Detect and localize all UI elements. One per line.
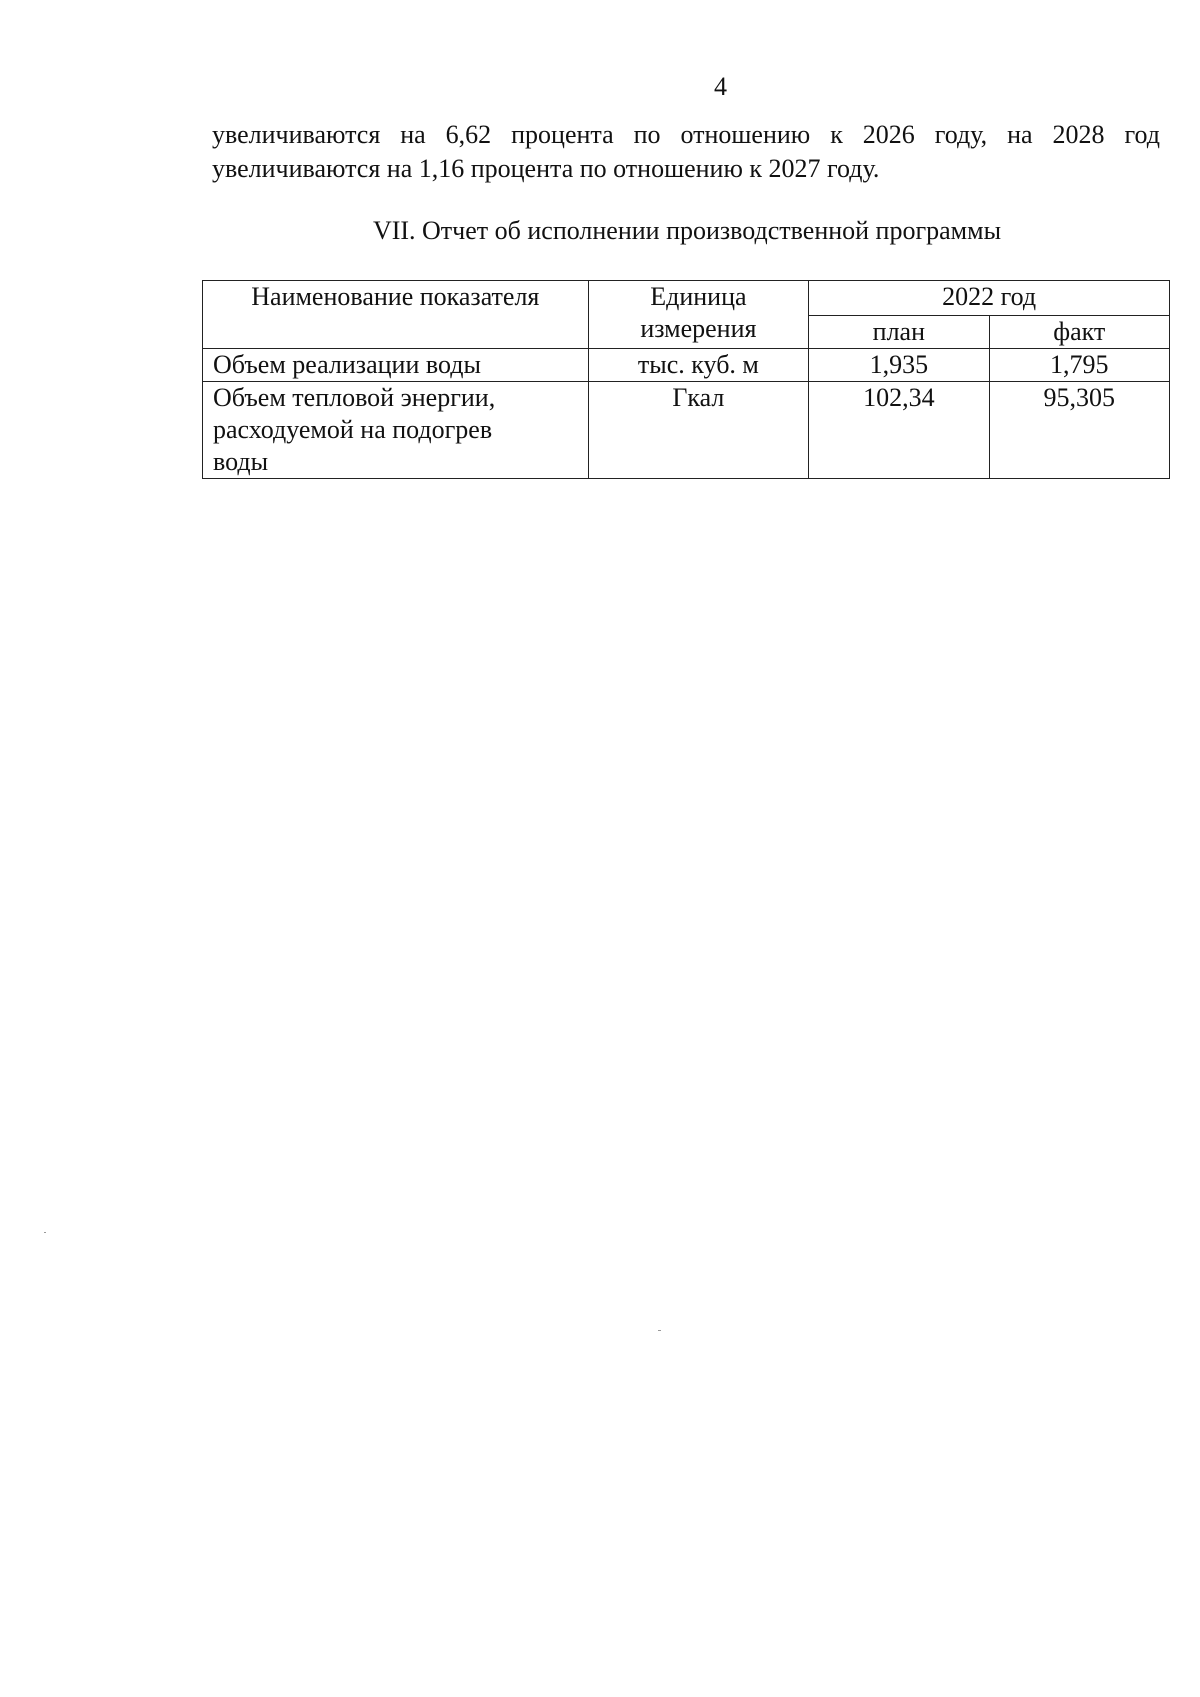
table-row (203, 349, 1170, 382)
header-unit-line-1: Единица (650, 282, 747, 311)
header-indicator-name: Наименование показателя (203, 281, 589, 349)
section-heading: VII. Отчет об исполнении производственной программы (372, 216, 1002, 245)
scan-speck (44, 1232, 46, 1233)
scan-speck (658, 1330, 661, 1331)
row-1-unit: тыс. куб. м (588, 349, 808, 382)
paragraph-line-1: увеличиваются на 6,62 процента по отношению к 2026 году, на 2028 год (212, 120, 1160, 149)
page-number: 4 (714, 72, 727, 101)
row-2-name-line-2: расходуемой на подогрев (213, 415, 493, 444)
paragraph (212, 118, 1160, 186)
header-plan: план (809, 316, 989, 349)
row-1-fact: 1,795 (989, 349, 1169, 382)
header-year: 2022 год (809, 281, 1170, 316)
header-unit (588, 281, 808, 349)
table-header-row (203, 281, 1170, 316)
row-2-plan: 102,34 (809, 382, 989, 479)
row-2-name-line-1: Объем тепловой энергии, (213, 383, 496, 412)
row-1-plan: 1,935 (809, 349, 989, 382)
header-fact: факт (989, 316, 1169, 349)
row-2-name-line-3: воды (213, 447, 269, 476)
table-row (203, 382, 1170, 479)
production-program-report-table (202, 280, 1170, 479)
paragraph-line-2: увеличиваются на 1,16 процента по отношению к 2027 году. (212, 154, 880, 183)
row-2-fact: 95,305 (989, 382, 1169, 479)
header-unit-line-2: измерения (640, 314, 757, 343)
row-2-name (203, 382, 589, 479)
row-1-name: Объем реализации воды (203, 349, 589, 382)
row-2-unit: Гкал (588, 382, 808, 479)
